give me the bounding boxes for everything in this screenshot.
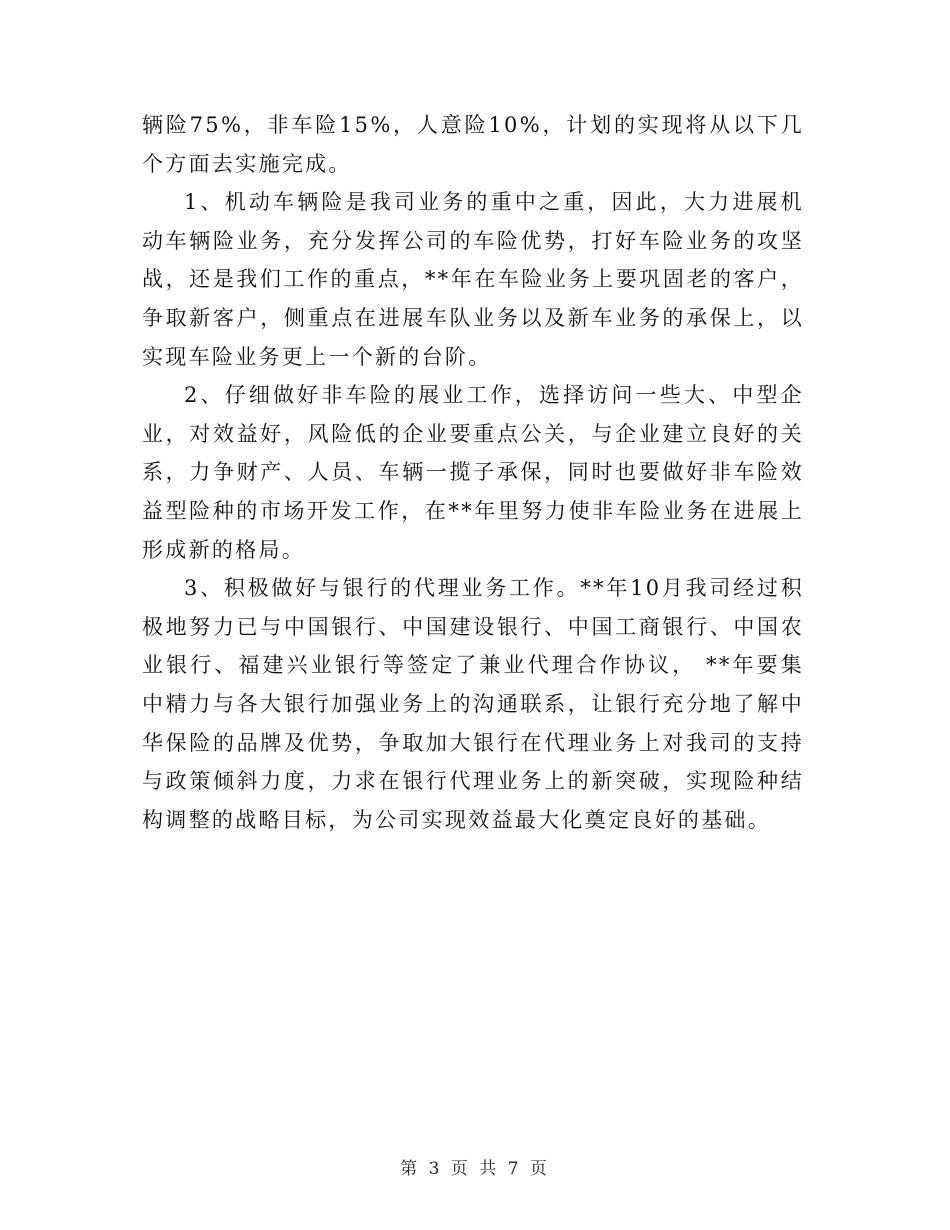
paragraph-item-2: 2、仔细做好非车险的展业工作，选择访问一些大、中型企业，对效益好，风险低的企业要重点公关，与企业建立良好的关系，力争财产、人员、车辆一揽子承保，同时也要做好非车险效益型险种的市场开发工作，在**年里努力使非车险业务在进展上形成新的格局。 (142, 383, 804, 562)
paragraph-item-3: 3、积极做好与银行的代理业务工作。**年10月我司经过积极地努力已与中国银行、中国建设银行、中国工商银行、中国农业银行、福建兴业银行等签定了兼业代理合作协议， **年要集中精力与各大银行加强业务上的沟通联系，让银行充分地了解中华保险的品牌及优势，争取加大银行在代理业务上对我司的支持与政策倾斜力度，力求在银行代理业务上的新突破，实现险种结构调整的战略目标，为公司实现效益最大化奠定良好的基础。 (142, 576, 804, 832)
paragraph-continuation: 辆险75%，非车险15%，人意险10%，计划的实现将从以下几个方面去实施完成。 (142, 113, 804, 176)
body-text (142, 106, 804, 839)
paragraph-item-1: 1、机动车辆险是我司业务的重中之重，因此，大力进展机动车辆险业务，充分发挥公司的车险优势，打好车险业务的攻坚战，还是我们工作的重点，**年在车险业务上要巩固老的客户，争取新客户，侧重点在进展车队业务以及新车业务的承保上，以实现车险业务更上一个新的台阶。 (142, 190, 804, 369)
page-number-footer: 第 3 页 共 7 页 (400, 1159, 550, 1179)
